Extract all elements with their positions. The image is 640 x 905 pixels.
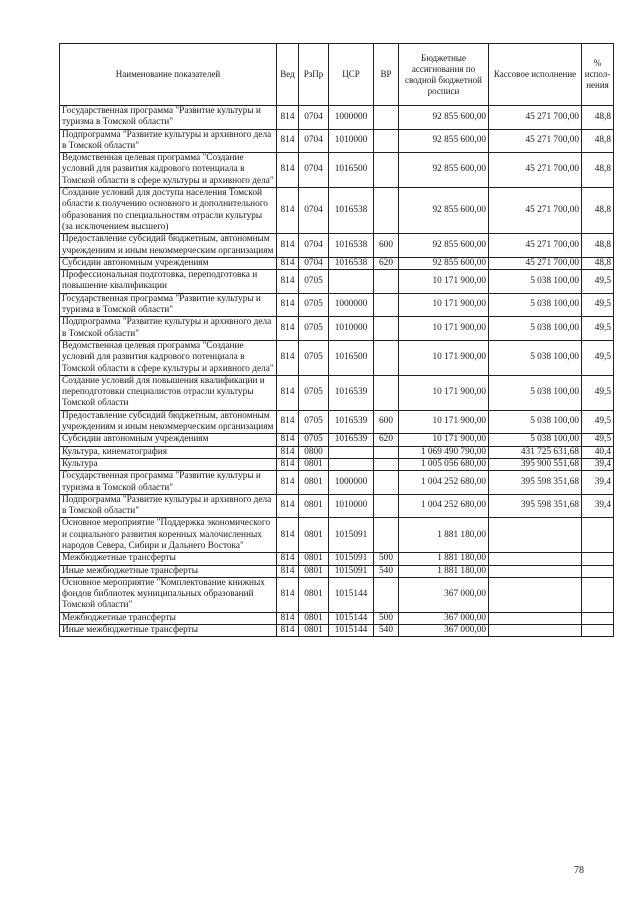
cell-name: Субсидии автономным учреждениям	[60, 257, 277, 269]
table-row	[60, 257, 614, 269]
cell-assigned: 92 855 600,00	[399, 257, 489, 269]
cell-vr	[374, 446, 399, 458]
cell-vr: 600	[374, 234, 399, 258]
cell-csr: 1000000	[329, 293, 374, 317]
cell-executed: 45 271 700,00	[489, 106, 582, 130]
cell-rzpr: 0801	[299, 612, 329, 624]
cell-vr	[374, 317, 399, 341]
table-row	[60, 375, 614, 410]
cell-executed: 395 900 551,68	[489, 458, 582, 470]
cell-name: Подпрограмма "Развитие культуры и архивного дела в Томской области"	[60, 494, 277, 518]
cell-csr: 1016539	[329, 375, 374, 410]
cell-rzpr: 0801	[299, 458, 329, 470]
cell-csr: 1015144	[329, 577, 374, 612]
cell-assigned: 10 171 900,00	[399, 293, 489, 317]
cell-rzpr: 0704	[299, 153, 329, 188]
cell-assigned: 10 171 900,00	[399, 434, 489, 446]
cell-name: Создание условий для повышения квалификации и переподготовки специалистов отрасли культуры Томской области	[60, 375, 277, 410]
cell-ved: 814	[277, 434, 299, 446]
cell-ved: 814	[277, 375, 299, 410]
cell-percent: 49,5	[582, 410, 614, 434]
cell-assigned: 367 000,00	[399, 625, 489, 637]
table-row	[60, 577, 614, 612]
cell-executed: 5 038 100,00	[489, 375, 582, 410]
cell-executed: 395 598 351,68	[489, 494, 582, 518]
cell-percent: 40,4	[582, 446, 614, 458]
table-row	[60, 410, 614, 434]
cell-csr: 1016500	[329, 153, 374, 188]
cell-name: Государственная программа "Развитие культуры и туризма в Томской области"	[60, 471, 277, 495]
cell-percent: 39,4	[582, 494, 614, 518]
cell-percent: 49,5	[582, 434, 614, 446]
cell-assigned: 10 171 900,00	[399, 375, 489, 410]
cell-vr	[374, 471, 399, 495]
cell-percent: 49,5	[582, 317, 614, 341]
cell-percent: 49,5	[582, 375, 614, 410]
page-number: 78	[574, 865, 584, 876]
table-body	[60, 106, 614, 637]
cell-vr	[374, 106, 399, 130]
table-row	[60, 458, 614, 470]
cell-ved: 814	[277, 565, 299, 577]
cell-executed: 5 038 100,00	[489, 434, 582, 446]
cell-assigned: 1 881 180,00	[399, 565, 489, 577]
cell-rzpr: 0801	[299, 577, 329, 612]
cell-vr: 500	[374, 612, 399, 624]
cell-assigned: 1 881 180,00	[399, 518, 489, 553]
cell-executed: 45 271 700,00	[489, 153, 582, 188]
cell-percent: 48,8	[582, 153, 614, 188]
cell-percent: 48,8	[582, 257, 614, 269]
cell-rzpr: 0705	[299, 434, 329, 446]
table-row	[60, 129, 614, 153]
cell-executed	[489, 612, 582, 624]
cell-assigned: 92 855 600,00	[399, 129, 489, 153]
cell-vr: 600	[374, 410, 399, 434]
table-row	[60, 612, 614, 624]
cell-executed: 395 598 351,68	[489, 471, 582, 495]
cell-vr	[374, 293, 399, 317]
cell-percent: 49,5	[582, 293, 614, 317]
cell-name: Предоставление субсидий бюджетным, автономным учреждениям и иным некоммерческим организациям	[60, 410, 277, 434]
cell-ved: 814	[277, 446, 299, 458]
header-assignments: Бюджетные ассигнования по сводной бюджетной росписи	[399, 44, 489, 106]
table-row	[60, 317, 614, 341]
cell-vr: 620	[374, 434, 399, 446]
cell-vr: 620	[374, 257, 399, 269]
cell-assigned: 1 005 056 680,00	[399, 458, 489, 470]
cell-percent: 48,8	[582, 188, 614, 234]
cell-name: Культура, кинематография	[60, 446, 277, 458]
cell-executed	[489, 553, 582, 565]
cell-rzpr: 0801	[299, 625, 329, 637]
cell-csr: 1016538	[329, 188, 374, 234]
cell-vr	[374, 458, 399, 470]
cell-name: Профессиональная подготовка, переподготовка и повышение квалификации	[60, 270, 277, 294]
cell-assigned: 1 881 180,00	[399, 553, 489, 565]
cell-vr	[374, 153, 399, 188]
cell-executed: 45 271 700,00	[489, 257, 582, 269]
cell-rzpr: 0705	[299, 340, 329, 375]
cell-name: Ведомственная целевая программа "Создание условий для развития кадрового потенциала в Томской области в сфере культуры и архивного дела"	[60, 340, 277, 375]
cell-percent: 48,8	[582, 234, 614, 258]
cell-csr: 1015091	[329, 518, 374, 553]
cell-name: Основное мероприятие "Комплектование книжных фондов библиотек муниципальных образований Томской области"	[60, 577, 277, 612]
cell-executed	[489, 625, 582, 637]
cell-ved: 814	[277, 257, 299, 269]
cell-rzpr: 0801	[299, 471, 329, 495]
cell-percent	[582, 565, 614, 577]
cell-csr: 1010000	[329, 317, 374, 341]
cell-ved: 814	[277, 458, 299, 470]
cell-csr: 1000000	[329, 471, 374, 495]
cell-percent: 39,4	[582, 458, 614, 470]
table-row	[60, 471, 614, 495]
cell-ved: 814	[277, 106, 299, 130]
table-row	[60, 494, 614, 518]
cell-assigned: 1 069 490 790,00	[399, 446, 489, 458]
cell-csr	[329, 458, 374, 470]
cell-ved: 814	[277, 340, 299, 375]
cell-executed	[489, 518, 582, 553]
cell-vr	[374, 129, 399, 153]
cell-executed: 5 038 100,00	[489, 317, 582, 341]
budget-execution-table	[59, 43, 614, 637]
cell-ved: 814	[277, 518, 299, 553]
cell-name: Межбюджетные трансферты	[60, 553, 277, 565]
cell-vr	[374, 518, 399, 553]
cell-rzpr: 0704	[299, 129, 329, 153]
cell-name: Основное мероприятие "Поддержка экономического и социального развития коренных малочисленных народов Севера, Сибири и Дальнего Востока"	[60, 518, 277, 553]
cell-name: Государственная программа "Развитие культуры и туризма в Томской области"	[60, 106, 277, 130]
cell-percent: 39,4	[582, 471, 614, 495]
header-name: Наименование показателей	[60, 44, 277, 106]
table-row	[60, 553, 614, 565]
cell-assigned: 92 855 600,00	[399, 234, 489, 258]
cell-rzpr: 0704	[299, 106, 329, 130]
cell-rzpr: 0705	[299, 410, 329, 434]
cell-csr: 1015091	[329, 553, 374, 565]
cell-executed: 5 038 100,00	[489, 293, 582, 317]
cell-percent	[582, 612, 614, 624]
cell-executed: 5 038 100,00	[489, 340, 582, 375]
cell-percent: 48,8	[582, 106, 614, 130]
cell-vr: 540	[374, 625, 399, 637]
table-row	[60, 106, 614, 130]
cell-assigned: 1 004 252 680,00	[399, 471, 489, 495]
table-row	[60, 153, 614, 188]
cell-name: Предоставление субсидий бюджетным, автономным учреждениям и иным некоммерческим организациям	[60, 234, 277, 258]
cell-rzpr: 0801	[299, 565, 329, 577]
cell-rzpr: 0800	[299, 446, 329, 458]
cell-vr	[374, 270, 399, 294]
table-row	[60, 270, 614, 294]
cell-ved: 814	[277, 317, 299, 341]
header-rzpr: РзПр	[299, 44, 329, 106]
table-row	[60, 565, 614, 577]
cell-vr	[374, 494, 399, 518]
cell-csr: 1016539	[329, 410, 374, 434]
cell-csr	[329, 270, 374, 294]
cell-vr: 500	[374, 553, 399, 565]
cell-executed: 45 271 700,00	[489, 188, 582, 234]
cell-rzpr: 0801	[299, 518, 329, 553]
cell-name: Иные межбюджетные трансферты	[60, 565, 277, 577]
cell-ved: 814	[277, 577, 299, 612]
cell-rzpr: 0704	[299, 188, 329, 234]
table-header-row	[60, 44, 614, 106]
cell-csr: 1010000	[329, 129, 374, 153]
table-row	[60, 293, 614, 317]
header-ved: Вед	[277, 44, 299, 106]
cell-rzpr: 0705	[299, 375, 329, 410]
cell-name: Иные межбюджетные трансферты	[60, 625, 277, 637]
cell-percent: 48,8	[582, 129, 614, 153]
cell-vr	[374, 577, 399, 612]
cell-rzpr: 0704	[299, 257, 329, 269]
cell-executed: 5 038 100,00	[489, 410, 582, 434]
header-execution: Кассовое исполнение	[489, 44, 582, 106]
cell-ved: 814	[277, 553, 299, 565]
cell-executed: 45 271 700,00	[489, 129, 582, 153]
table-row	[60, 434, 614, 446]
cell-csr: 1000000	[329, 106, 374, 130]
cell-rzpr: 0801	[299, 553, 329, 565]
cell-executed: 45 271 700,00	[489, 234, 582, 258]
cell-assigned: 10 171 900,00	[399, 317, 489, 341]
cell-csr: 1016539	[329, 434, 374, 446]
cell-name: Государственная программа "Развитие культуры и туризма в Томской области"	[60, 293, 277, 317]
table-row	[60, 188, 614, 234]
cell-rzpr: 0704	[299, 234, 329, 258]
cell-rzpr: 0705	[299, 270, 329, 294]
cell-csr: 1016538	[329, 257, 374, 269]
cell-assigned: 1 004 252 680,00	[399, 494, 489, 518]
cell-executed	[489, 577, 582, 612]
cell-percent	[582, 553, 614, 565]
cell-assigned: 92 855 600,00	[399, 106, 489, 130]
table-row	[60, 340, 614, 375]
cell-ved: 814	[277, 293, 299, 317]
cell-ved: 814	[277, 494, 299, 518]
cell-executed: 5 038 100,00	[489, 270, 582, 294]
cell-name: Межбюджетные трансферты	[60, 612, 277, 624]
cell-assigned: 92 855 600,00	[399, 188, 489, 234]
cell-assigned: 367 000,00	[399, 577, 489, 612]
cell-percent: 49,5	[582, 340, 614, 375]
cell-ved: 814	[277, 234, 299, 258]
cell-rzpr: 0705	[299, 293, 329, 317]
cell-name: Подпрограмма "Развитие культуры и архивного дела в Томской области"	[60, 129, 277, 153]
cell-percent	[582, 625, 614, 637]
cell-executed	[489, 565, 582, 577]
cell-name: Ведомственная целевая программа "Создание условий для развития кадрового потенциала в Томской области в сфере культуры и архивного дела"	[60, 153, 277, 188]
cell-ved: 814	[277, 270, 299, 294]
cell-assigned: 92 855 600,00	[399, 153, 489, 188]
cell-assigned: 10 171 900,00	[399, 270, 489, 294]
cell-rzpr: 0705	[299, 317, 329, 341]
cell-csr	[329, 446, 374, 458]
header-percent: % испол-нения	[582, 44, 614, 106]
cell-ved: 814	[277, 129, 299, 153]
cell-vr: 540	[374, 565, 399, 577]
cell-csr: 1015144	[329, 625, 374, 637]
table-row	[60, 518, 614, 553]
cell-ved: 814	[277, 625, 299, 637]
cell-assigned: 10 171 900,00	[399, 340, 489, 375]
cell-vr	[374, 188, 399, 234]
cell-ved: 814	[277, 471, 299, 495]
cell-name: Подпрограмма "Развитие культуры и архивного дела в Томской области"	[60, 317, 277, 341]
cell-ved: 814	[277, 612, 299, 624]
cell-assigned: 367 000,00	[399, 612, 489, 624]
cell-csr: 1016538	[329, 234, 374, 258]
cell-percent	[582, 577, 614, 612]
header-vr: ВР	[374, 44, 399, 106]
cell-ved: 814	[277, 410, 299, 434]
cell-name: Создание условий для доступа населения Томской области к получению основного и дополнительного образования по специальностям отрасли культуры (за исключением высшего)	[60, 188, 277, 234]
cell-ved: 814	[277, 188, 299, 234]
cell-rzpr: 0801	[299, 494, 329, 518]
cell-csr: 1010000	[329, 494, 374, 518]
cell-executed: 431 725 631,68	[489, 446, 582, 458]
cell-vr	[374, 375, 399, 410]
cell-vr	[374, 340, 399, 375]
cell-percent: 49,5	[582, 270, 614, 294]
cell-name: Культура	[60, 458, 277, 470]
cell-csr: 1015091	[329, 565, 374, 577]
cell-assigned: 10 171 900,00	[399, 410, 489, 434]
table-row	[60, 625, 614, 637]
cell-ved: 814	[277, 153, 299, 188]
cell-name: Субсидии автономным учреждениям	[60, 434, 277, 446]
header-csr: ЦСР	[329, 44, 374, 106]
cell-csr: 1016500	[329, 340, 374, 375]
table-row	[60, 234, 614, 258]
table-row	[60, 446, 614, 458]
cell-percent	[582, 518, 614, 553]
cell-csr: 1015144	[329, 612, 374, 624]
